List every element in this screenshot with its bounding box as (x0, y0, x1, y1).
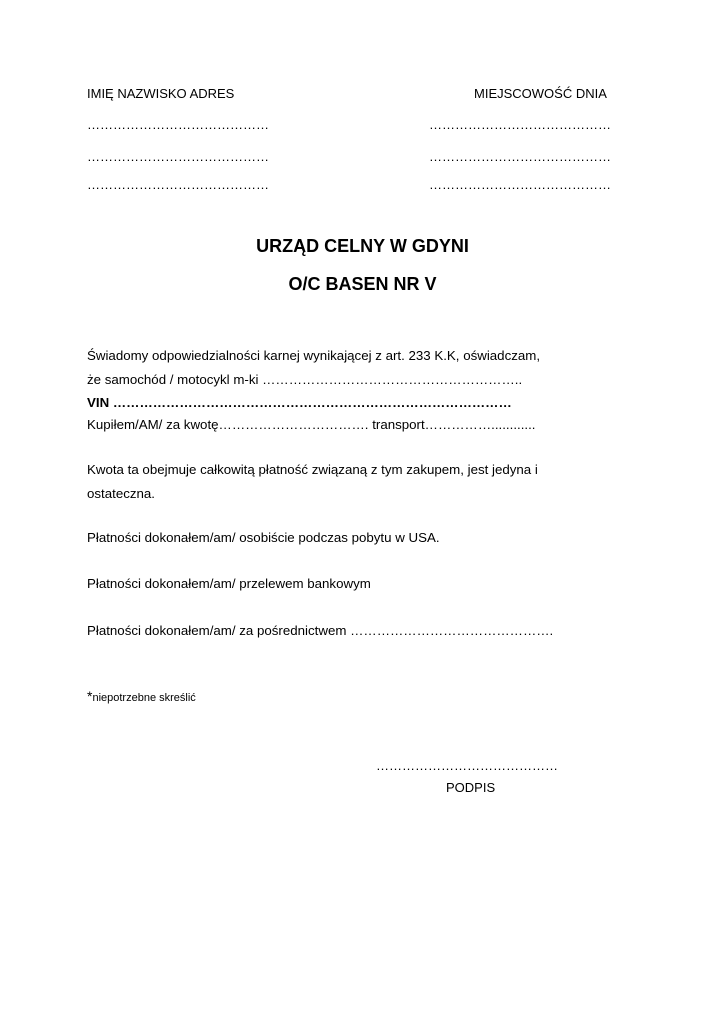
declaration-line-2: że samochód / motocykl m-ki ………………………………………………….. (87, 372, 523, 387)
signature-line: …………………………………… (376, 758, 558, 773)
name-address-label: IMIĘ NAZWISKO ADRES (87, 86, 235, 101)
place-date-line-3: …………………………………… (429, 177, 611, 192)
footnote-star: * (87, 688, 93, 704)
payment-option-personal: Płatności dokonałem/am/ osobiście podczas pobytu w USA. (87, 530, 440, 545)
place-date-line-2: …………………………………… (429, 149, 611, 164)
name-address-line-2: …………………………………… (87, 149, 269, 164)
place-date-line-1: …………………………………… (429, 117, 611, 132)
footnote-text: niepotrzebne skreślić (92, 692, 196, 704)
statement-line-1: Kwota ta obejmuje całkowitą płatność związaną z tym zakupem, jest jedyna i (87, 462, 538, 477)
vin-line: VIN ……………………………………………………………………………… (87, 395, 512, 410)
name-address-line-3: …………………………………… (87, 177, 269, 192)
payment-option-intermediary: Płatności dokonałem/am/ za pośrednictwem ………………………………………. (87, 623, 554, 638)
footnote (87, 688, 196, 706)
declaration-line-1: Świadomy odpowiedzialności karnej wynikającej z art. 233 K.K, oświadczam, (87, 348, 541, 363)
office-subtitle: O/C BASEN NR V (288, 274, 437, 294)
office-title: URZĄD CELNY W GDYNI (256, 236, 469, 256)
place-date-label: MIEJSCOWOŚĆ DNIA (474, 86, 607, 101)
purchase-line: Kupiłem/AM/ za kwotę……………………………. transport……………............ (87, 417, 536, 432)
statement-line-2: ostateczna. (87, 486, 156, 501)
signature-label: PODPIS (446, 780, 496, 795)
name-address-line-1: …………………………………… (87, 117, 269, 132)
payment-option-transfer: Płatności dokonałem/am/ przelewem bankowym (87, 576, 371, 591)
